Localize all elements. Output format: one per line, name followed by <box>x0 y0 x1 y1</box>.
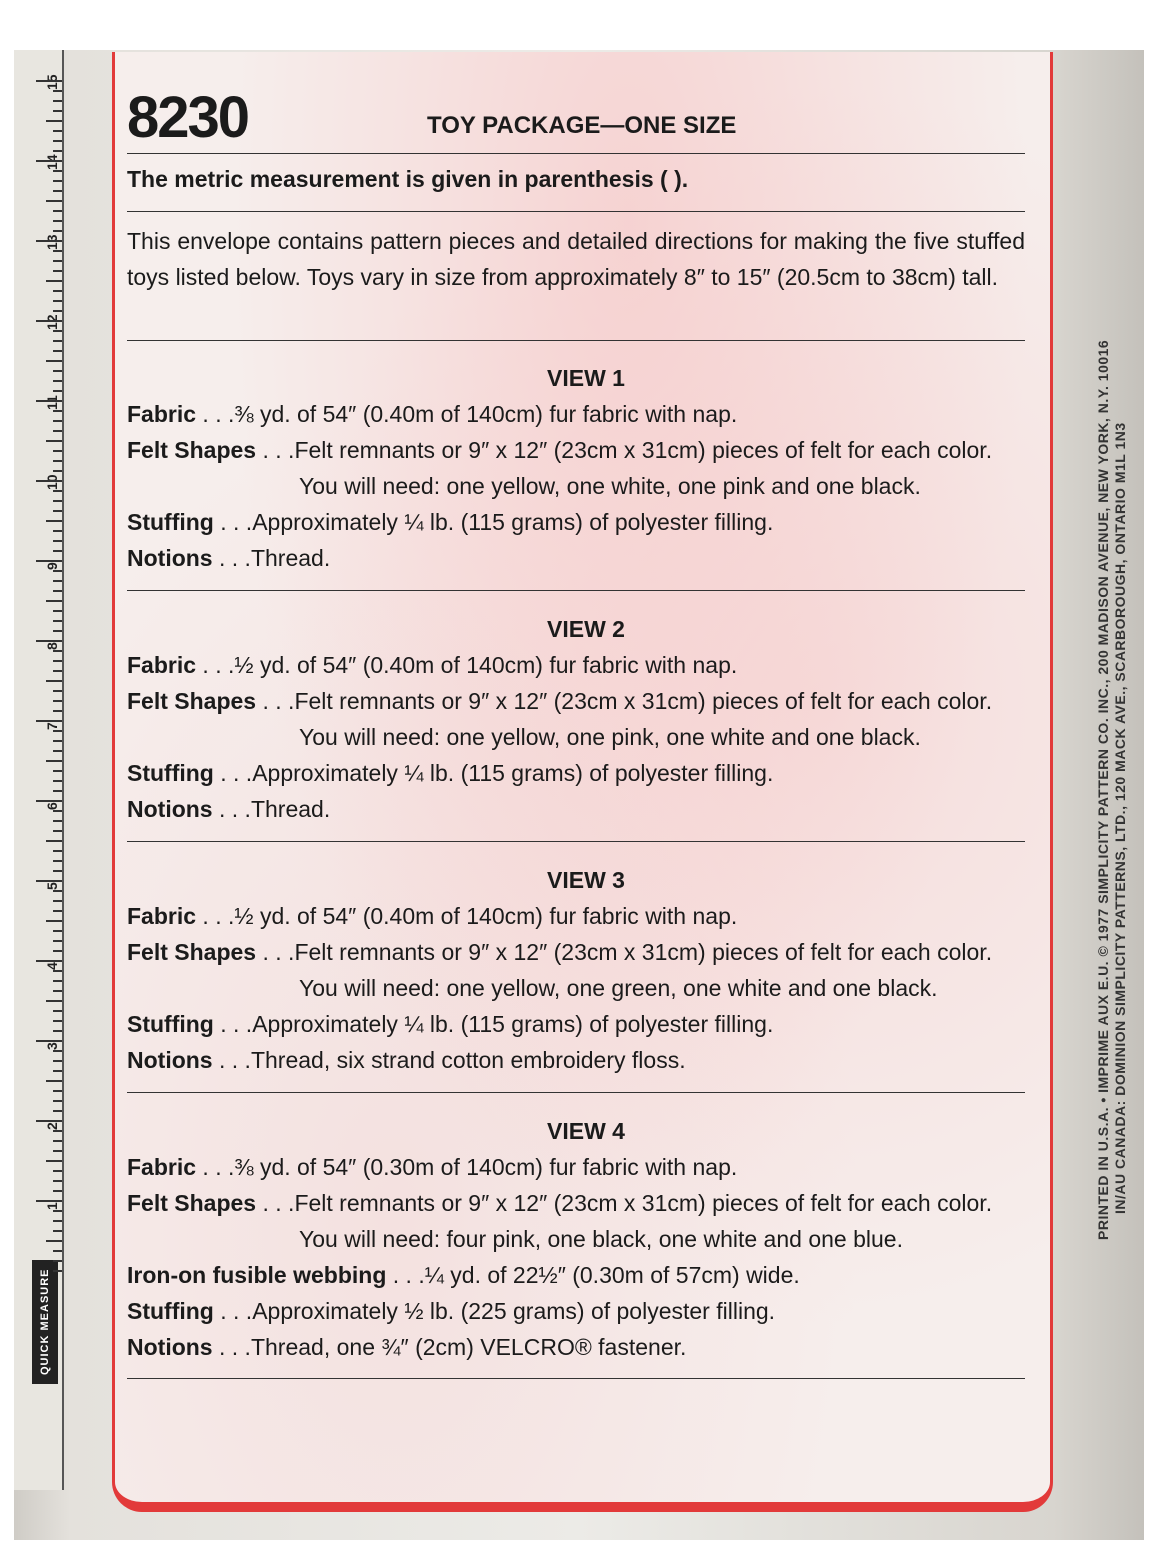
ruler-tick <box>53 180 62 182</box>
ruler-tick <box>36 480 62 482</box>
material-text: ⅜ yd. of 54″ (0.40m of 140cm) fur fabric with nap. <box>234 401 738 427</box>
ruler-tick <box>53 1220 62 1222</box>
ruler-tick <box>53 700 62 702</box>
ruler-tick <box>53 540 62 542</box>
view-title: VIEW 1 <box>547 365 625 391</box>
material-row <box>127 719 1025 755</box>
ruler-tick <box>46 680 62 682</box>
view-section <box>127 1118 1025 1365</box>
ruler-tick <box>46 1160 62 1162</box>
ruler-tick <box>53 460 62 462</box>
view-title: VIEW 2 <box>547 616 625 642</box>
ruler-tick <box>53 100 62 102</box>
ruler-tick <box>53 630 62 632</box>
ruler-tick <box>36 400 62 402</box>
ruler-tick <box>53 390 62 392</box>
ruler-tick <box>53 1020 62 1022</box>
ruler-tick <box>53 1230 62 1232</box>
ruler-tick <box>53 1050 62 1052</box>
material-row <box>127 791 1025 827</box>
ruler-tick <box>53 230 62 232</box>
material-label: Fabric <box>127 903 197 929</box>
ruler-tick <box>53 250 62 252</box>
ruler-tick <box>53 1060 62 1062</box>
ruler-tick <box>36 640 62 642</box>
ruler-number: 4 <box>44 962 60 970</box>
ruler-tick <box>53 970 62 972</box>
material-row <box>127 970 1025 1006</box>
ruler-tick <box>53 300 62 302</box>
printer-imprint <box>1095 200 1129 1240</box>
leader-dots: . . . <box>213 509 253 535</box>
ruler-tick <box>53 260 62 262</box>
ruler-tick <box>46 1080 62 1082</box>
leader-dots: . . . <box>196 652 235 678</box>
divider <box>127 1378 1025 1379</box>
ruler-number: 9 <box>44 562 60 570</box>
material-row <box>127 1221 1025 1257</box>
ruler-tick <box>36 160 62 162</box>
ruler-tick <box>46 120 62 122</box>
ruler-tick <box>53 110 62 112</box>
leader-dots: . . . <box>213 760 253 786</box>
ruler-tick <box>53 820 62 822</box>
ruler-tick <box>53 270 62 272</box>
quick-measure-ruler <box>14 50 64 1490</box>
material-text: Thread, six strand cotton embroidery floss. <box>250 1047 686 1073</box>
material-row <box>127 432 1025 468</box>
material-text: Approximately ½ lb. (225 grams) of polyester filling. <box>252 1298 776 1324</box>
ruler-tick <box>53 650 62 652</box>
material-text: You will need: one yellow, one white, one pink and one black. <box>299 473 921 499</box>
leader-dots: . . . <box>212 796 251 822</box>
ruler-tick <box>36 240 62 242</box>
view-section <box>127 365 1025 576</box>
material-label: Stuffing <box>127 760 214 786</box>
ruler-tick <box>46 1000 62 1002</box>
material-text: ⅜ yd. of 54″ (0.30m of 140cm) fur fabric with nap. <box>234 1154 738 1180</box>
ruler-tick <box>53 1140 62 1142</box>
ruler-tick <box>53 90 62 92</box>
ruler-tick <box>46 840 62 842</box>
ruler-number: 7 <box>44 722 60 730</box>
ruler-tick <box>53 1110 62 1112</box>
ruler-tick <box>53 1180 62 1182</box>
ruler-tick <box>53 1070 62 1072</box>
imprint-line-1: PRINTED IN U.S.A. • IMPRIME AUX E.U. © 1977 SIMPLICITY PATTERN CO. INC., 200 MADISON AVENUE, NEW YORK, N.Y. 10016 <box>1095 339 1111 1240</box>
ruler-tick <box>53 980 62 982</box>
ruler-tick <box>36 1200 62 1202</box>
ruler-number: 14 <box>44 154 60 170</box>
pattern-number: 8230 <box>127 85 249 150</box>
ruler-number: 10 <box>44 474 60 490</box>
leader-dots: . . . <box>212 1334 251 1360</box>
material-text: Approximately ¼ lb. (115 grams) of polyester filling. <box>252 760 774 786</box>
material-row <box>127 934 1025 970</box>
ruler-tick <box>53 620 62 622</box>
ruler-tick <box>46 760 62 762</box>
material-text: Thread. <box>250 545 331 571</box>
material-label: Felt Shapes <box>127 939 257 965</box>
imprint-line-2: IN/AU CANADA: DOMINION SIMPLICITY PATTERNS, LTD., 120 MACK AVE., SCARBOROUGH, ONTARIO M1L 1N3 <box>1112 422 1128 1214</box>
ruler-number: 5 <box>44 882 60 890</box>
ruler-tick <box>46 520 62 522</box>
material-text: ¼ yd. of 22½″ (0.30m of 57cm) wide. <box>424 1262 800 1288</box>
material-text: Felt remnants or 9″ x 12″ (23cm x 31cm) pieces of felt for each color. <box>294 1190 993 1216</box>
ruler-tick <box>36 320 62 322</box>
ruler-tick <box>53 430 62 432</box>
ruler-tick <box>46 600 62 602</box>
material-text: Felt remnants or 9″ x 12″ (23cm x 31cm) pieces of felt for each color. <box>294 437 993 463</box>
material-text: You will need: one yellow, one green, one white and one black. <box>299 975 938 1001</box>
material-row <box>127 755 1025 791</box>
divider <box>127 590 1025 591</box>
divider <box>127 211 1025 212</box>
ruler-tick <box>53 410 62 412</box>
view-section <box>127 616 1025 827</box>
material-text: Felt remnants or 9″ x 12″ (23cm x 31cm) pieces of felt for each color. <box>294 688 993 714</box>
ruler-number: 15 <box>44 74 60 90</box>
material-label: Fabric <box>127 652 197 678</box>
ruler-number: 2 <box>44 1122 60 1130</box>
ruler-tick <box>53 290 62 292</box>
ruler-number: 3 <box>44 1042 60 1050</box>
ruler-tick <box>53 130 62 132</box>
ruler-tick <box>53 830 62 832</box>
ruler-tick <box>36 880 62 882</box>
material-text: Felt remnants or 9″ x 12″ (23cm x 31cm) pieces of felt for each color. <box>294 939 993 965</box>
ruler-tick <box>53 590 62 592</box>
ruler-tick <box>46 440 62 442</box>
ruler-tick <box>36 960 62 962</box>
material-text: You will need: four pink, one black, one white and one blue. <box>299 1226 903 1252</box>
ruler-tick <box>53 310 62 312</box>
material-text: Thread, one ¾″ (2cm) VELCRO® fastener. <box>250 1334 687 1360</box>
ruler-tick <box>53 510 62 512</box>
ruler-tick <box>53 1270 62 1272</box>
leader-dots: . . . <box>256 1190 295 1216</box>
ruler-tick <box>53 1130 62 1132</box>
ruler-tick <box>53 1250 62 1252</box>
ruler-tick <box>46 920 62 922</box>
ruler-tick <box>53 790 62 792</box>
ruler-number: 1 <box>44 1202 60 1210</box>
material-row <box>127 396 1025 432</box>
material-label: Notions <box>127 796 213 822</box>
material-label: Felt Shapes <box>127 1190 257 1216</box>
material-row <box>127 1185 1025 1221</box>
ruler-tick <box>53 380 62 382</box>
ruler-tick <box>46 1240 62 1242</box>
metric-note: The metric measurement is given in parenthesis ( ). <box>127 166 689 192</box>
ruler-tick <box>36 720 62 722</box>
ruler-tick <box>36 560 62 562</box>
ruler-tick <box>53 170 62 172</box>
ruler-tick <box>53 340 62 342</box>
package-title: TOY PACKAGE—ONE SIZE <box>427 112 737 139</box>
material-label: Stuffing <box>127 509 214 535</box>
ruler-tick <box>53 1170 62 1172</box>
ruler-number: 12 <box>44 314 60 330</box>
material-label: Felt Shapes <box>127 688 257 714</box>
ruler-tick <box>53 690 62 692</box>
ruler-tick <box>53 530 62 532</box>
material-row <box>127 898 1025 934</box>
ruler-tick <box>36 1120 62 1122</box>
divider <box>127 340 1025 341</box>
ruler-tick <box>53 770 62 772</box>
ruler-tick <box>53 210 62 212</box>
ruler-tick <box>53 1150 62 1152</box>
leader-dots: . . . <box>196 903 235 929</box>
material-row <box>127 1257 1025 1293</box>
ruler-tick <box>36 80 62 82</box>
divider <box>127 1092 1025 1093</box>
ruler-tick <box>53 710 62 712</box>
material-row <box>127 468 1025 504</box>
ruler-tick <box>53 450 62 452</box>
ruler-tick <box>53 1010 62 1012</box>
ruler-tick <box>53 860 62 862</box>
ruler-tick <box>46 360 62 362</box>
material-row <box>127 1293 1025 1329</box>
ruler-tick <box>53 750 62 752</box>
material-text: ½ yd. of 54″ (0.40m of 140cm) fur fabric with nap. <box>234 652 738 678</box>
ruler-tick <box>53 220 62 222</box>
view-title: VIEW 4 <box>547 1118 625 1144</box>
ruler-tick <box>53 780 62 782</box>
view-title: VIEW 3 <box>547 867 625 893</box>
ruler-number: 11 <box>44 395 60 410</box>
material-row <box>127 1042 1025 1078</box>
material-text: ½ yd. of 54″ (0.40m of 140cm) fur fabric with nap. <box>234 903 738 929</box>
material-label: Iron-on fusible webbing <box>127 1262 387 1288</box>
ruler-tick <box>36 1040 62 1042</box>
material-label: Fabric <box>127 401 197 427</box>
ruler-tick <box>53 850 62 852</box>
ruler-tick <box>36 800 62 802</box>
material-label: Notions <box>127 1047 213 1073</box>
ruler-tick <box>53 550 62 552</box>
leader-dots: . . . <box>196 401 235 427</box>
ruler-tick <box>53 330 62 332</box>
material-row <box>127 1149 1025 1185</box>
material-row <box>127 647 1025 683</box>
ruler-tick <box>53 190 62 192</box>
material-text: Approximately ¼ lb. (115 grams) of polyester filling. <box>252 509 774 535</box>
ruler-tick <box>53 890 62 892</box>
ruler-tick <box>53 810 62 812</box>
divider <box>127 841 1025 842</box>
view-section <box>127 867 1025 1078</box>
ruler-tick <box>53 930 62 932</box>
ruler-tick <box>53 1100 62 1102</box>
ruler-tick <box>53 150 62 152</box>
ruler-tick <box>53 610 62 612</box>
quick-measure-label: QUICK MEASURE <box>32 1260 58 1384</box>
ruler-tick <box>53 140 62 142</box>
ruler-tick <box>53 730 62 732</box>
material-text: Approximately ¼ lb. (115 grams) of polyester filling. <box>252 1011 774 1037</box>
material-text: You will need: one yellow, one pink, one white and one black. <box>299 724 921 750</box>
material-row <box>127 504 1025 540</box>
ruler-tick <box>53 570 62 572</box>
leader-dots: . . . <box>256 688 295 714</box>
ruler-number: 8 <box>44 642 60 650</box>
leader-dots: . . . <box>213 1298 253 1324</box>
ruler-number: 6 <box>44 802 60 810</box>
ruler-tick <box>46 280 62 282</box>
ruler-tick <box>53 470 62 472</box>
leader-dots: . . . <box>256 939 295 965</box>
ruler-tick <box>53 940 62 942</box>
ruler-number: 13 <box>44 234 60 250</box>
ruler-tick <box>53 1210 62 1212</box>
leader-dots: . . . <box>213 1011 253 1037</box>
leader-dots: . . . <box>196 1154 235 1180</box>
material-label: Fabric <box>127 1154 197 1180</box>
material-label: Notions <box>127 545 213 571</box>
ruler-tick <box>53 500 62 502</box>
leader-dots: . . . <box>386 1262 425 1288</box>
material-label: Felt Shapes <box>127 437 257 463</box>
ruler-tick <box>53 1030 62 1032</box>
material-text: Thread. <box>250 796 331 822</box>
material-row <box>127 683 1025 719</box>
ruler-tick <box>53 1190 62 1192</box>
ruler-tick <box>46 200 62 202</box>
ruler-tick <box>53 740 62 742</box>
leader-dots: . . . <box>212 545 251 571</box>
ruler-tick <box>53 370 62 372</box>
material-label: Stuffing <box>127 1011 214 1037</box>
ruler-tick <box>53 870 62 872</box>
ruler-tick <box>53 900 62 902</box>
ruler-tick <box>53 1090 62 1092</box>
ruler-tick <box>53 580 62 582</box>
leader-dots: . . . <box>256 437 295 463</box>
material-row <box>127 1329 1025 1365</box>
ruler-tick <box>53 660 62 662</box>
ruler-tick <box>53 420 62 422</box>
ruler-tick <box>53 950 62 952</box>
ruler-tick <box>53 490 62 492</box>
material-label: Notions <box>127 1334 213 1360</box>
ruler-tick <box>53 350 62 352</box>
ruler-tick <box>53 1260 62 1262</box>
ruler-tick <box>53 670 62 672</box>
intro-paragraph: This envelope contains pattern pieces and detailed directions for making the five stuffed toys listed below. Toys vary in size from approximately 8″ to 15″ (20.5cm to 38cm) tall. <box>127 228 1025 290</box>
material-row <box>127 540 1025 576</box>
divider <box>127 153 1025 154</box>
leader-dots: . . . <box>212 1047 251 1073</box>
material-label: Stuffing <box>127 1298 214 1324</box>
material-row <box>127 1006 1025 1042</box>
ruler-tick <box>53 910 62 912</box>
ruler-tick <box>53 990 62 992</box>
